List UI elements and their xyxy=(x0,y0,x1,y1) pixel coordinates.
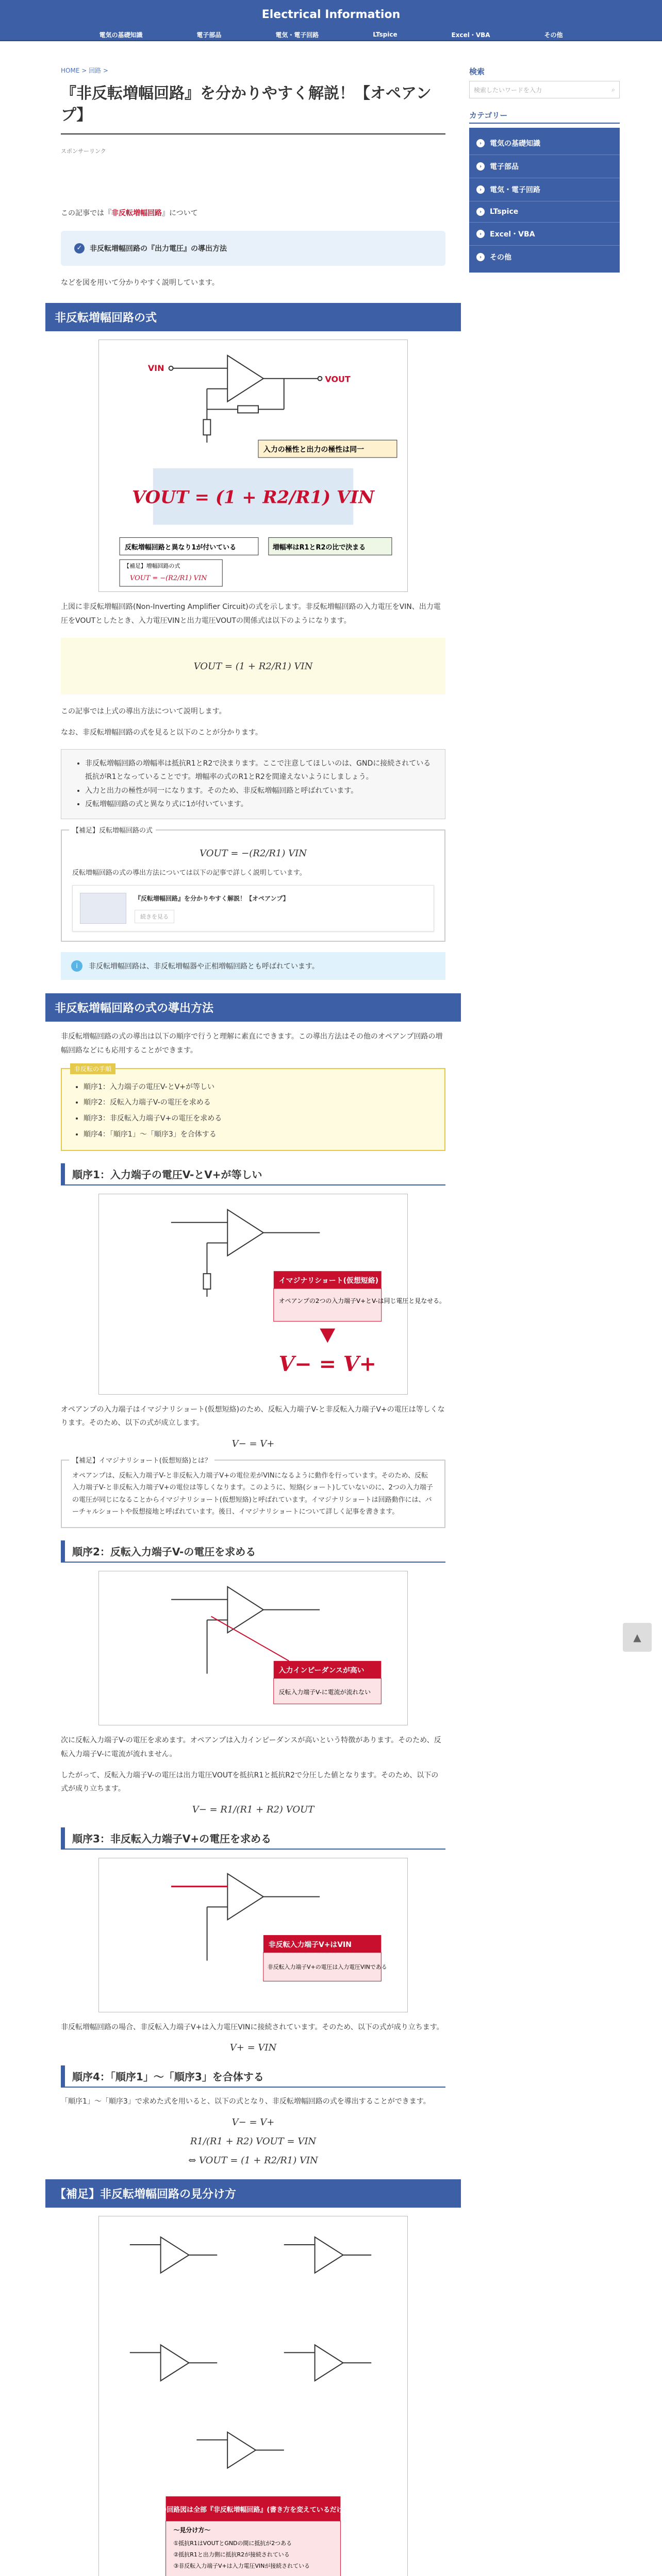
scroll-to-top-button[interactable]: ▲ xyxy=(623,1623,652,1652)
step-item: • 順序3：非反転入力端子V+の電圧を求める xyxy=(84,1111,433,1127)
category-label[interactable]: Excel・VBA xyxy=(490,230,535,239)
category-heading: カテゴリー xyxy=(469,110,620,124)
figure-step1 xyxy=(98,1194,445,1395)
category-item[interactable] xyxy=(469,132,620,155)
category-item[interactable] xyxy=(469,201,620,223)
formula-step4-line: ⇔ VOUT = (1 + R2/R1) VIN xyxy=(188,2155,318,2166)
search-heading: 検索 xyxy=(469,67,485,76)
step-item: • 順序1：入力端子の電圧V-とV+が等しい xyxy=(84,1079,433,1095)
formula-main: VOUT = (1 + R2/R1) VIN xyxy=(61,638,445,694)
fig1-supplement: 【補足】増幅回路の式 xyxy=(124,563,180,570)
info-icon: i xyxy=(71,960,82,972)
card-read-more-button[interactable]: 続きを見る xyxy=(135,910,174,923)
steps-label: 非反転の手順 xyxy=(70,1063,115,1074)
chevron-right-icon: › xyxy=(476,185,485,194)
bullet-item: • 非反転増幅回路の増幅率は抵抗R1とR2で決まります。ここで注意してほしいのは、GNDに接続されている抵抗がR1となっていることです。増幅率の式のR1とR2を間違えないようにしましょう。 xyxy=(85,757,432,784)
step-item: • 順序2：反転入力端子V-の電圧を求める xyxy=(84,1095,433,1111)
sponsor-label: スポンサーリンク xyxy=(61,148,106,155)
nav-item-excel[interactable]: Excel・VBA xyxy=(451,31,490,39)
step-item: • 順序4：「順序1」〜「順序3」を合体する xyxy=(84,1127,433,1143)
chevron-right-icon: › xyxy=(476,139,485,147)
fig1-callout-phase: 入力の極性と出力の極性は同一 xyxy=(263,446,365,454)
search-icon[interactable]: ⌕ xyxy=(611,86,615,93)
fig5-check: ①抵抗R1はVOUTとGNDの間に抵抗が2つある xyxy=(173,2540,292,2547)
nav-item-other[interactable]: その他 xyxy=(544,31,563,39)
category-item[interactable] xyxy=(469,246,620,268)
figure-variants xyxy=(98,2216,408,2576)
steps-box xyxy=(61,1065,445,1151)
section-heading-identify: 【補足】非反転増幅回路の見分け方 xyxy=(45,2179,461,2208)
formula-step1: V− = V+ xyxy=(231,1438,275,1449)
formula-step4-line: R1/(R1 + R2) VOUT = VIN xyxy=(190,2136,317,2147)
chevron-right-icon: › xyxy=(476,230,485,238)
fig1-callout-one: 反転増幅回路と異なり1が付いている xyxy=(125,544,237,552)
fig1-callout-ratio: 増幅率はR1とR2の比で決まる xyxy=(272,544,366,552)
step2-heading: 順序2：反転入力端子V-の電圧を求める xyxy=(61,1540,445,1563)
note-label: 【補足】反転増幅回路の式 xyxy=(69,825,156,835)
paragraph-9: 「順序1」〜「順序3」で求めた式を用いると、以下の式となり、非反転増幅回路の式を導出することができます。 xyxy=(61,2097,431,2106)
chevron-right-icon: › xyxy=(476,253,485,261)
bullet-item: • 反転増幅回路の式と異なり式に1が付いています。 xyxy=(85,798,432,811)
fig1-vin: VIN xyxy=(147,363,164,373)
check-icon: ✓ xyxy=(74,243,85,253)
title-rule xyxy=(61,133,445,134)
paragraph-8: 非反転増幅回路の場合、非反転入力端子V+は入力電圧VINに接続されています。そのため、以下の式が成り立ちます。 xyxy=(61,2023,444,2031)
fig5-check: ②抵抗R1と出力側に抵抗R2が接続されている xyxy=(173,2551,290,2558)
chevron-right-icon: › xyxy=(476,162,485,171)
search-input[interactable]: 検索したいワードを入力 xyxy=(474,86,542,94)
note-text: 反転増幅回路の式の導出方法については以下の記事で詳しく説明しています。 xyxy=(72,869,306,877)
nav-item-ltspice[interactable]: LTspice xyxy=(373,31,398,38)
category-label[interactable]: 電気の基礎知識 xyxy=(490,140,540,148)
site-title[interactable]: Electrical Information xyxy=(261,8,401,21)
bullet-box xyxy=(61,749,445,819)
fig5-box: 上の回路図は全部『非反転増幅回路』(書き方を変えているだけ！) xyxy=(153,2506,353,2514)
intro-text xyxy=(61,207,445,221)
card-title[interactable]: 『反転増幅回路』を分かりやすく解説！【オペアンプ】 xyxy=(135,894,289,902)
chevron-right-icon: › xyxy=(476,208,485,216)
site-header xyxy=(0,0,662,29)
bullet-item: • 入力と出力の極性が同一になります。そのため、非反転増幅回路と呼ばれています。 xyxy=(85,784,432,798)
breadcrumb[interactable]: HOME > 回路 > xyxy=(61,67,108,74)
intro-keyword: 非反転増幅回路 xyxy=(111,209,162,217)
note-inverting xyxy=(61,826,445,942)
point-box xyxy=(61,231,445,266)
fig3-text: 反転入力端子V-に電流が流れない xyxy=(278,1688,371,1696)
card-thumbnail[interactable] xyxy=(80,893,126,924)
nav-item-parts[interactable]: 電子部品 xyxy=(196,31,222,39)
category-label[interactable]: その他 xyxy=(490,253,511,262)
intro-a: この記事では『 xyxy=(61,209,111,217)
page-title: 『非反転増幅回路』を分かりやすく解説！【オペアンプ】 xyxy=(61,84,432,124)
fig4-text: 非反転入力端子V+の電圧は入力電圧VINである xyxy=(267,1963,387,1971)
paragraph-4: 非反転増幅回路の式の導出は以下の順序で行うと理解に素直にできます。この導出方法はその他のオペアンプ回路の増幅回路などにも応用することができます。 xyxy=(61,1032,443,1055)
article xyxy=(45,66,461,2576)
global-nav xyxy=(0,29,662,41)
category-label[interactable]: LTspice xyxy=(490,208,519,216)
formula-step2: V− = R1/(R1 + R2) VOUT xyxy=(192,1804,315,1815)
blog-card[interactable] xyxy=(72,885,434,931)
paragraph-3: なお、非反転増幅回路の式を見ると以下のことが分かります。 xyxy=(61,728,262,737)
note-imaginary-short xyxy=(61,1456,445,1529)
fig1-supplement-eq: VOUT = −(R2/R1) VIN xyxy=(129,574,207,583)
nav-item-circuits[interactable]: 電気・電子回路 xyxy=(275,31,319,39)
paragraph-1: 上図に非反転増幅回路(Non-Inverting Amplifier Circuit)の式を示します。非反転増幅回路の入力電圧をVIN、出力電圧をVOUTとしたとき、入力電圧VINと出力電圧VOUTの関係式は以下のようになります。 xyxy=(61,603,441,625)
formula-step4-line: V− = V+ xyxy=(231,2117,275,2128)
category-item[interactable] xyxy=(469,178,620,201)
section-heading-derivation: 非反転増幅回路の式の導出方法 xyxy=(45,993,461,1022)
search-box[interactable] xyxy=(469,81,620,98)
fig5-check: ③非反転入力端子V+は入力電圧VINが接続されている xyxy=(173,2562,310,2569)
category-label[interactable]: 電気・電子回路 xyxy=(490,186,540,194)
category-list xyxy=(469,128,620,273)
fig3-box: 入力インピーダンスが高い xyxy=(278,1667,365,1675)
fig2-text: オペアンプの2つの入力端子V+とV-は同じ電圧と見なせる。 xyxy=(278,1297,445,1304)
paragraph-7: したがって、反転入力端子V-の電圧は出力電圧VOUTを抵抗R1と抵抗R2で分圧した値となります。そのため、以下の式が成り立ちます。 xyxy=(61,1771,439,1793)
category-item[interactable] xyxy=(469,223,620,246)
category-label[interactable]: 電子部品 xyxy=(490,163,519,171)
sidebar xyxy=(469,66,620,2576)
section-heading-formula: 非反転増幅回路の式 xyxy=(45,303,461,331)
info-box xyxy=(61,952,445,980)
fig4-box: 非反転入力端子V+はVIN xyxy=(268,1940,352,1949)
info-text: 非反転増幅回路は、非反転増幅器や正相増幅回路とも呼ばれています。 xyxy=(89,962,319,971)
figure-step2 xyxy=(98,1571,408,1725)
step4-heading: 順序4：「順序1」〜「順序3」を合体する xyxy=(61,2065,445,2088)
note-equation: VOUT = −(R2/R1) VIN xyxy=(200,848,307,859)
paragraph-2: この記事では上式の導出方法について説明します。 xyxy=(61,707,226,716)
figure-step3 xyxy=(98,1858,408,2012)
fig2-box: イマジナリショート(仮想短絡) xyxy=(278,1276,378,1285)
note-text: オペアンプは、反転入力端子V-と非反転入力端子V+の電位差がVINになるように動作を行っています。そのため、反転入力端子V-と非反転入力端子V+の電位は等しくなります。このように、短絡(ショート)していないのに、2つの入力端子の電圧が同じになることからイマジナリショート(仮想短絡)と呼ばれています。イマジナリショートは回路動作には、バーチャルショートや仮想接地と呼ばれています。後日、イマジナリショートについて詳しく記事を書きます。 xyxy=(72,1471,433,1516)
intro-text-2: などを図を用いて分かりやすく説明しています。 xyxy=(61,278,219,287)
note-label: 【補足】イマジナリショート(仮想短絡)とは？ xyxy=(69,1455,214,1465)
step3-heading: 順序3：非反転入力端子V+の電圧を求める xyxy=(61,1827,445,1850)
fig1-vout: VOUT xyxy=(325,374,351,384)
fig5-hint: 〜見分け方〜 xyxy=(173,2527,211,2534)
formula-step3: V+ = VIN xyxy=(229,2042,277,2054)
intro-c: 』について xyxy=(162,209,198,217)
category-item[interactable] xyxy=(469,155,620,178)
fig2-equation: V− = V+ xyxy=(278,1352,376,1376)
paragraph-5: オペアンプの入力端子はイマジナリショート(仮想短絡)のため、反転入力端子V-と非反転入力端子V+の電圧は等しくなります。そのため、以下の式が成立します。 xyxy=(61,1405,445,1428)
figure-formula xyxy=(98,340,408,592)
fig1-equation: VOUT = (1 + R2/R1) VIN xyxy=(132,486,374,507)
paragraph-6: 次に反転入力端子V-の電圧を求めます。オペアンプは入力インピーダンスが高いという特徴があります。そのため、反転入力端子V-に電流が流れません。 xyxy=(61,1736,441,1759)
point-text: 非反転増幅回路の『出力電圧』の導出方法 xyxy=(90,244,227,253)
step1-heading: 順序1：入力端子の電圧V-とV+が等しい xyxy=(61,1163,445,1185)
nav-item-basics[interactable]: 電気の基礎知識 xyxy=(99,31,143,39)
